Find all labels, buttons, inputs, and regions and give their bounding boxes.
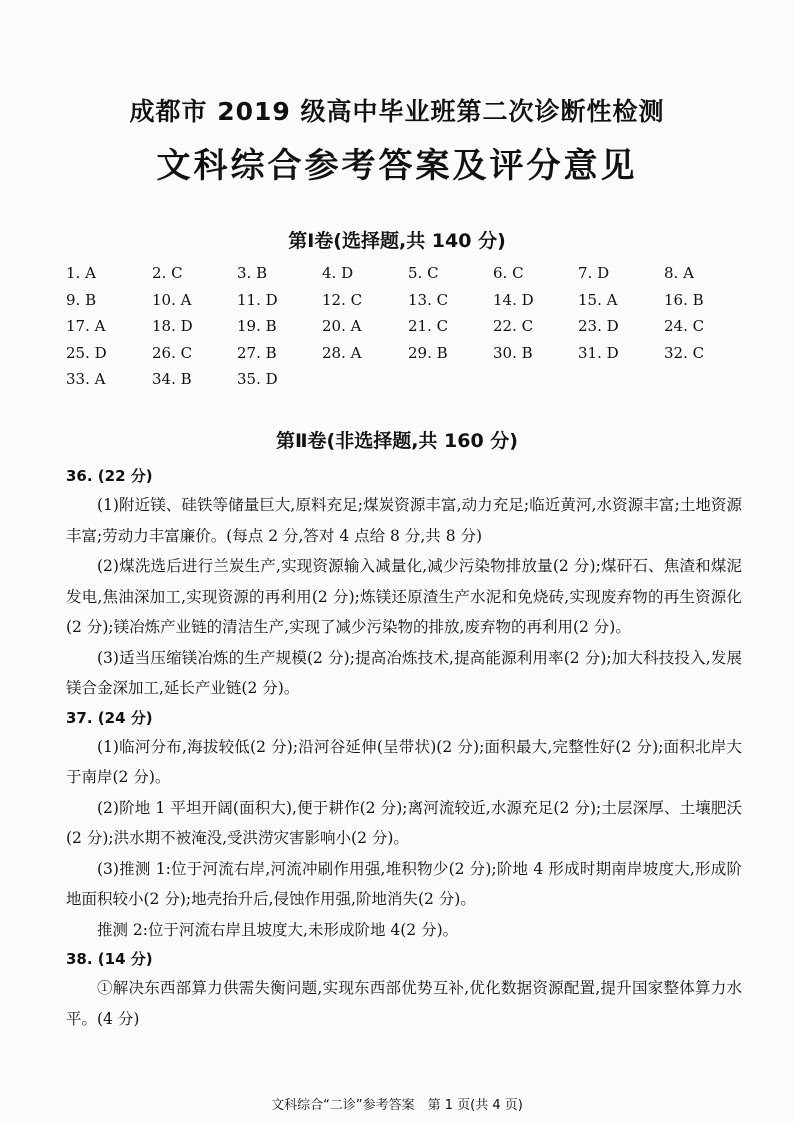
answer-item: 11. D [237, 290, 278, 309]
answer-item: 7. D [578, 264, 610, 282]
answer-item: 15. A [578, 290, 618, 309]
answer-item: 14. D [493, 290, 534, 309]
answer-item: 30. B [493, 343, 533, 362]
answer-paragraph: (2)煤洗选后进行兰炭生产,实现资源输入减量化,减少污染物排放量(2 分);煤矸石、焦渣和煤泥发电,焦油深加工,实现资源的再利用(2 分);炼镁还原渣生产水泥和免烧砖,实现废弃物的再生资源化(2 分);镁冶炼产业链的清洁生产,实现了减少污染物的排放,废弃物的再利用(2 分)。 [66, 557, 742, 636]
answer-row [66, 264, 746, 291]
answer-item: 4. D [322, 264, 354, 282]
choice-answer-grid [66, 264, 746, 397]
answer-item: 22. C [493, 317, 534, 335]
answer-item: 33. A [66, 370, 106, 388]
question-heading: 38. (14 分) [66, 950, 153, 968]
answer-item: 16. B [664, 290, 704, 309]
answer-item: 27. B [237, 343, 277, 362]
answer-item: 24. C [664, 317, 705, 335]
answer-item: 5. C [408, 264, 439, 282]
answer-paragraph: ①解决东西部算力供需失衡问题,实现东西部优势互补,优化数据资源配置,提升国家整体算力水平。(4 分) [66, 979, 742, 1028]
answer-item: 6. C [493, 264, 524, 282]
answer-item: 13. C [408, 290, 449, 309]
answer-item: 35. D [237, 370, 278, 388]
answer-item: 26. C [152, 343, 193, 362]
answer-row [66, 344, 746, 371]
answer-item: 19. B [237, 317, 277, 335]
answer-item: 29. B [408, 343, 448, 362]
answer-item: 12. C [322, 290, 363, 309]
answer-paragraph: 推测 2:位于河流右岸且坡度大,未形成阶地 4(2 分)。 [97, 920, 459, 939]
answer-row [66, 291, 746, 318]
answer-item: 17. A [66, 317, 106, 335]
answer-paragraph: (3)适当压缩镁冶炼的生产规模(2 分);提高冶炼技术,提高能源利用率(2 分);加大科技投入,发展镁合金深加工,延长产业链(2 分)。 [66, 648, 742, 697]
answer-item: 1. A [66, 264, 96, 282]
question-heading: 36. (22 分) [66, 467, 153, 485]
answer-row [66, 317, 746, 344]
section2-heading: 第Ⅱ卷(非选择题,共 160 分) [276, 430, 518, 452]
answer-item: 20. A [322, 317, 362, 335]
answer-paragraph: (1)附近镁、硅铁等储量巨大,原料充足;煤炭资源丰富,动力充足;临近黄河,水资源丰富;土地资源丰富;劳动力丰富廉价。(每点 2 分,答对 4 点给 8 分,共 8 分) [66, 496, 742, 545]
answer-item: 10. A [152, 290, 192, 309]
question-heading: 37. (24 分) [66, 708, 153, 727]
answer-item: 31. D [578, 343, 619, 362]
answer-item: 23. D [578, 317, 619, 335]
exam-title: 成都市 2019 级高中毕业班第二次诊断性检测 [129, 97, 665, 126]
answer-paragraph: (3)推测 1:位于河流右岸,河流冲刷作用强,堆积物少(2 分);阶地 4 形成时期南岸坡度大,形成阶地面积较小(2 分);地壳抬升后,侵蚀作用强,阶地消失(2 分)。 [66, 859, 742, 908]
answer-row [66, 370, 746, 397]
answer-item: 9. B [66, 290, 97, 309]
answer-item: 3. B [237, 264, 268, 282]
answer-item: 34. B [152, 370, 192, 388]
answer-item: 2. C [152, 264, 183, 282]
answer-item: 28. A [322, 343, 362, 362]
answer-item: 32. C [664, 343, 705, 362]
section1-heading: 第Ⅰ卷(选择题,共 140 分) [288, 230, 506, 252]
answer-item: 18. D [152, 317, 193, 335]
answer-item: 8. A [664, 264, 694, 282]
answer-item: 21. C [408, 317, 449, 335]
answer-paragraph: (2)阶地 1 平坦开阔(面积大),便于耕作(2 分);离河流较近,水源充足(2 分);土层深厚、土壤肥沃(2 分);洪水期不被淹没,受洪涝灾害影响小(2 分)。 [66, 798, 742, 847]
answer-paragraph: (1)临河分布,海拔较低(2 分);沿河谷延伸(呈带状)(2 分);面积最大,完整性好(2 分);面积北岸大于南岸(2 分)。 [66, 737, 742, 786]
open-question-answers [66, 462, 742, 1034]
document-title: 文科综合参考答案及评分意见 [156, 146, 638, 186]
page-footer: 文科综合“二诊”参考答案 第 1 页(共 4 页) [271, 1098, 523, 1113]
answer-item: 25. D [66, 343, 107, 362]
